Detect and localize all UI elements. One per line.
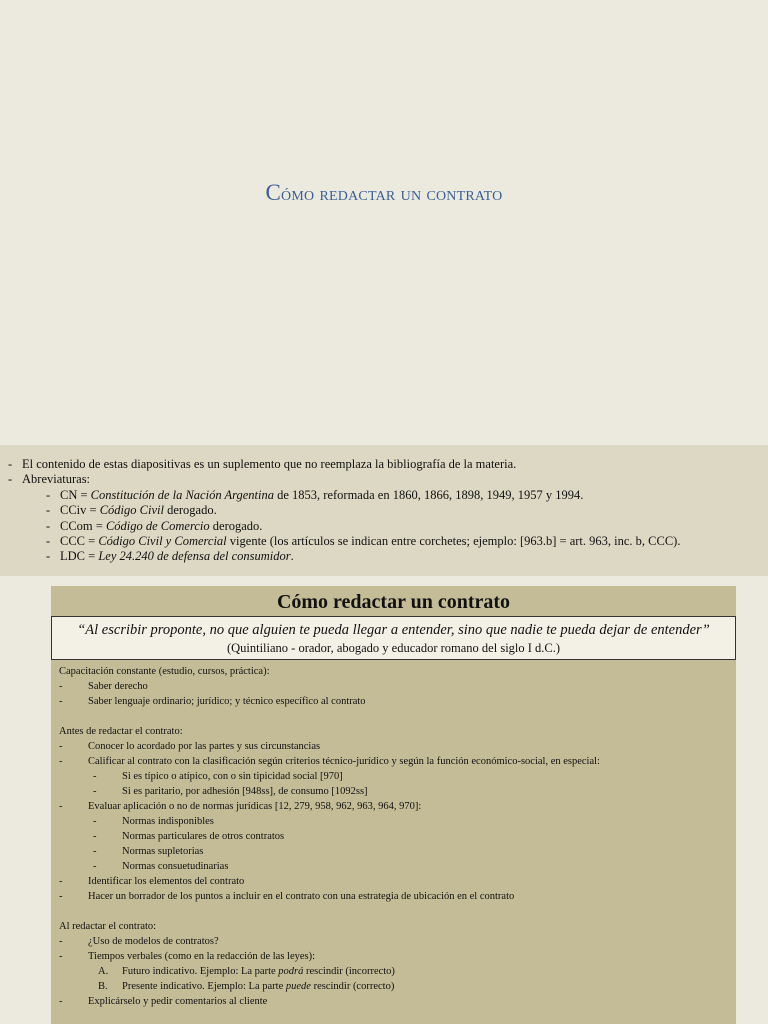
list-item	[93, 784, 736, 799]
dash-bullet: -	[93, 771, 97, 782]
page-title	[0, 180, 768, 206]
sub-list	[93, 814, 736, 874]
abbr-desc: vigente (los artículos se indican entre corchetes; ejemplo: [963.b] = art. 963, inc. b, CCC).	[226, 534, 681, 549]
abbr-desc: derogado.	[163, 503, 217, 518]
item-text: Presente indicativo. Ejemplo: La parte	[122, 981, 286, 992]
list-item	[46, 519, 760, 534]
abbr-key: CCom =	[60, 518, 106, 533]
dash-bullet: -	[46, 549, 51, 564]
item-text: ¿Uso de modelos de contratos?	[88, 936, 219, 947]
dash-bullet: -	[59, 741, 63, 752]
list-item	[98, 964, 736, 979]
dash-bullet: -	[8, 472, 13, 487]
item-text: Calificar al contrato con la clasificación según criterios técnico-jurídico y según la función económico-social, en especial:	[88, 756, 600, 767]
list-item	[93, 814, 736, 829]
content-panel	[51, 586, 736, 1024]
item-text: Evaluar aplicación o no de normas jurídicas [12, 279, 958, 962, 963, 964, 970]:	[88, 801, 422, 812]
abbr-key: CN =	[60, 487, 91, 502]
note-text: Abreviaturas:	[22, 472, 91, 487]
panel-content	[51, 660, 736, 1009]
quote-text: “Al escribir proponte, no que alguien te pueda llegar a entender, sino que nadie te pueda dejar de entender”	[77, 622, 710, 638]
letter-marker: B.	[98, 981, 108, 992]
list-item	[59, 679, 736, 694]
abbr-desc: derogado.	[209, 518, 263, 533]
section-list	[59, 934, 736, 1009]
abbr-desc: .	[290, 549, 294, 564]
dash-bullet: -	[59, 696, 63, 707]
item-text: Si es paritario, por adhesión [948ss], de consumo [1092ss]	[122, 786, 368, 797]
list-item	[93, 829, 736, 844]
list-item	[8, 472, 760, 564]
dash-bullet: -	[46, 503, 51, 518]
letter-marker: A.	[98, 966, 109, 977]
list-item	[8, 457, 760, 472]
dash-bullet: -	[8, 457, 13, 471]
item-emphasis: podrá	[278, 966, 304, 977]
dash-bullet: -	[59, 951, 63, 962]
section-heading: Antes de redactar el contrato:	[59, 726, 183, 737]
dash-bullet: -	[46, 518, 51, 533]
list-item	[59, 739, 736, 754]
dash-bullet: -	[93, 861, 97, 872]
item-text: Saber derecho	[88, 681, 148, 692]
sub-list	[93, 769, 736, 799]
section-list	[59, 739, 736, 904]
list-item	[59, 889, 736, 904]
item-text: Normas indisponibles	[122, 816, 214, 827]
list-item	[59, 874, 736, 889]
item-text: Tiempos verbales (como en la redacción de las leyes):	[88, 951, 316, 962]
dash-bullet: -	[59, 801, 63, 812]
note-text: El contenido de estas diapositivas es un suplemento que no reemplaza la bibliografía de la materia.	[22, 457, 517, 471]
dash-bullet: -	[59, 996, 63, 1007]
item-emphasis: puede	[285, 981, 311, 992]
item-text: Hacer un borrador de los puntos a incluir en el contrato con una estrategia de ubicación en el contrato	[88, 891, 515, 902]
panel-title: Cómo redactar un contrato	[276, 591, 511, 613]
list-item	[59, 754, 736, 799]
title-initial: C	[265, 180, 282, 205]
list-item	[46, 503, 760, 518]
dash-bullet: -	[59, 891, 63, 902]
dash-bullet: -	[46, 487, 51, 502]
quote-box	[51, 616, 736, 660]
title-slide	[0, 0, 768, 445]
list-item	[93, 769, 736, 784]
dash-bullet: -	[93, 831, 97, 842]
list-item	[59, 949, 736, 994]
quote-source: (Quintiliano - orador, abogado y educador romano del siglo I d.C.)	[226, 641, 561, 655]
list-item	[46, 549, 760, 564]
abbr-name: Constitución de la Nación Argentina	[90, 487, 274, 502]
abbr-name: Código Civil	[99, 503, 164, 518]
list-item	[59, 799, 736, 874]
dash-bullet: -	[93, 786, 97, 797]
item-text: Normas supletorias	[122, 846, 204, 857]
dash-bullet: -	[93, 846, 97, 857]
abbr-key: LDC =	[60, 549, 99, 564]
list-item	[93, 859, 736, 874]
abbr-key: CCiv =	[60, 503, 100, 518]
abbr-name: Ley 24.240 de defensa del consumidor	[98, 549, 291, 564]
item-text: Explicárselo y pedir comentarios al cliente	[88, 996, 268, 1007]
item-text: Saber lenguaje ordinario; jurídico; y técnico específico al contrato	[88, 696, 366, 707]
title-rest: ómo redactar un contrato	[281, 183, 503, 205]
list-item	[46, 534, 760, 549]
dash-bullet: -	[59, 756, 63, 767]
dash-bullet: -	[93, 816, 97, 827]
list-item	[59, 934, 736, 949]
item-text: rescindir (incorrecto)	[303, 966, 395, 977]
list-item	[59, 694, 736, 709]
abbr-key: CCC =	[60, 534, 99, 549]
section-heading: Capacitación constante (estudio, cursos, práctica):	[59, 666, 270, 677]
abbr-name: Código Civil y Comercial	[98, 534, 227, 549]
dash-bullet: -	[59, 681, 63, 692]
item-text: Si es típico o atípico, con o sin tipicidad social [970]	[122, 771, 343, 782]
section-list	[59, 679, 736, 709]
item-text: Normas particulares de otros contratos	[122, 831, 285, 842]
dash-bullet: -	[59, 876, 63, 887]
abbr-desc: de 1853, reformada en 1860, 1866, 1898, 1949, 1957 y 1994.	[274, 487, 584, 502]
list-item	[59, 994, 736, 1009]
item-text: rescindir (correcto)	[310, 981, 395, 992]
sub-list	[98, 964, 736, 994]
section-heading: Al redactar el contrato:	[59, 921, 157, 932]
dash-bullet: -	[59, 936, 63, 947]
dash-bullet: -	[46, 534, 51, 549]
abbr-name: Código de Comercio	[105, 518, 210, 533]
abbreviations-list	[46, 488, 760, 565]
item-text: Identificar los elementos del contrato	[88, 876, 245, 887]
item-text: Normas consuetudinarias	[122, 861, 229, 872]
list-item	[93, 844, 736, 859]
list-item	[98, 979, 736, 994]
item-text: Conocer lo acordado por las partes y sus circunstancias	[88, 741, 321, 752]
item-text: Futuro indicativo. Ejemplo: La parte	[122, 966, 279, 977]
notes-section	[0, 445, 768, 576]
list-item	[46, 488, 760, 503]
notes-list	[8, 457, 760, 565]
